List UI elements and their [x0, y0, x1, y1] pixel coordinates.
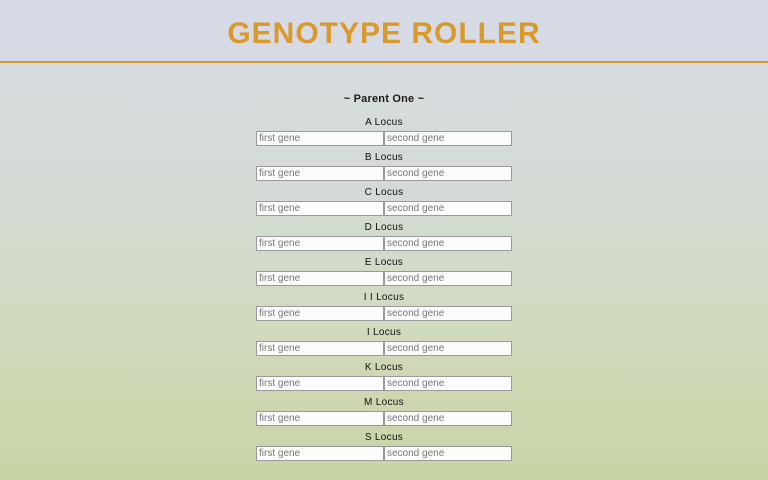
second-gene-input[interactable]	[384, 306, 512, 321]
page-title: GENOTYPE ROLLER	[227, 16, 541, 50]
locus-inputs-row	[256, 201, 512, 216]
second-gene-input[interactable]	[384, 271, 512, 286]
first-gene-input[interactable]	[256, 271, 384, 286]
genotype-form	[0, 63, 768, 467]
page-header	[0, 0, 768, 63]
first-gene-input[interactable]	[256, 306, 384, 321]
locus-label: M Locus	[364, 397, 404, 408]
locus-block-m	[256, 397, 512, 426]
locus-inputs-row	[256, 306, 512, 321]
first-gene-input[interactable]	[256, 131, 384, 146]
locus-label: B Locus	[364, 152, 404, 163]
locus-label: C Locus	[364, 187, 404, 198]
locus-label: K Locus	[364, 362, 404, 373]
locus-inputs-row	[256, 236, 512, 251]
locus-label: E Locus	[364, 257, 404, 268]
parent-one-label: ~ Parent One ~	[343, 93, 425, 105]
first-gene-input[interactable]	[256, 411, 384, 426]
second-gene-input[interactable]	[384, 131, 512, 146]
second-gene-input[interactable]	[384, 376, 512, 391]
locus-inputs-row	[256, 131, 512, 146]
locus-inputs-row	[256, 376, 512, 391]
locus-label: I I Locus	[363, 292, 405, 303]
first-gene-input[interactable]	[256, 376, 384, 391]
second-gene-input[interactable]	[384, 236, 512, 251]
locus-label: I Locus	[366, 327, 402, 338]
first-gene-input[interactable]	[256, 446, 384, 461]
locus-inputs-row	[256, 411, 512, 426]
locus-block-d	[256, 222, 512, 251]
locus-block-k	[256, 362, 512, 391]
locus-label: A Locus	[365, 117, 403, 128]
second-gene-input[interactable]	[384, 341, 512, 356]
second-gene-input[interactable]	[384, 446, 512, 461]
locus-block-c	[256, 187, 512, 216]
locus-block-e	[256, 257, 512, 286]
first-gene-input[interactable]	[256, 236, 384, 251]
locus-inputs-row	[256, 341, 512, 356]
locus-label: S Locus	[364, 432, 404, 443]
first-gene-input[interactable]	[256, 166, 384, 181]
first-gene-input[interactable]	[256, 341, 384, 356]
second-gene-input[interactable]	[384, 201, 512, 216]
locus-block-s	[256, 432, 512, 461]
locus-inputs-row	[256, 446, 512, 461]
locus-block-a	[256, 117, 512, 146]
second-gene-input[interactable]	[384, 411, 512, 426]
locus-inputs-row	[256, 166, 512, 181]
locus-block-i	[256, 327, 512, 356]
second-gene-input[interactable]	[384, 166, 512, 181]
locus-block-ii	[256, 292, 512, 321]
first-gene-input[interactable]	[256, 201, 384, 216]
locus-block-b	[256, 152, 512, 181]
locus-inputs-row	[256, 271, 512, 286]
locus-label: D Locus	[364, 222, 404, 233]
